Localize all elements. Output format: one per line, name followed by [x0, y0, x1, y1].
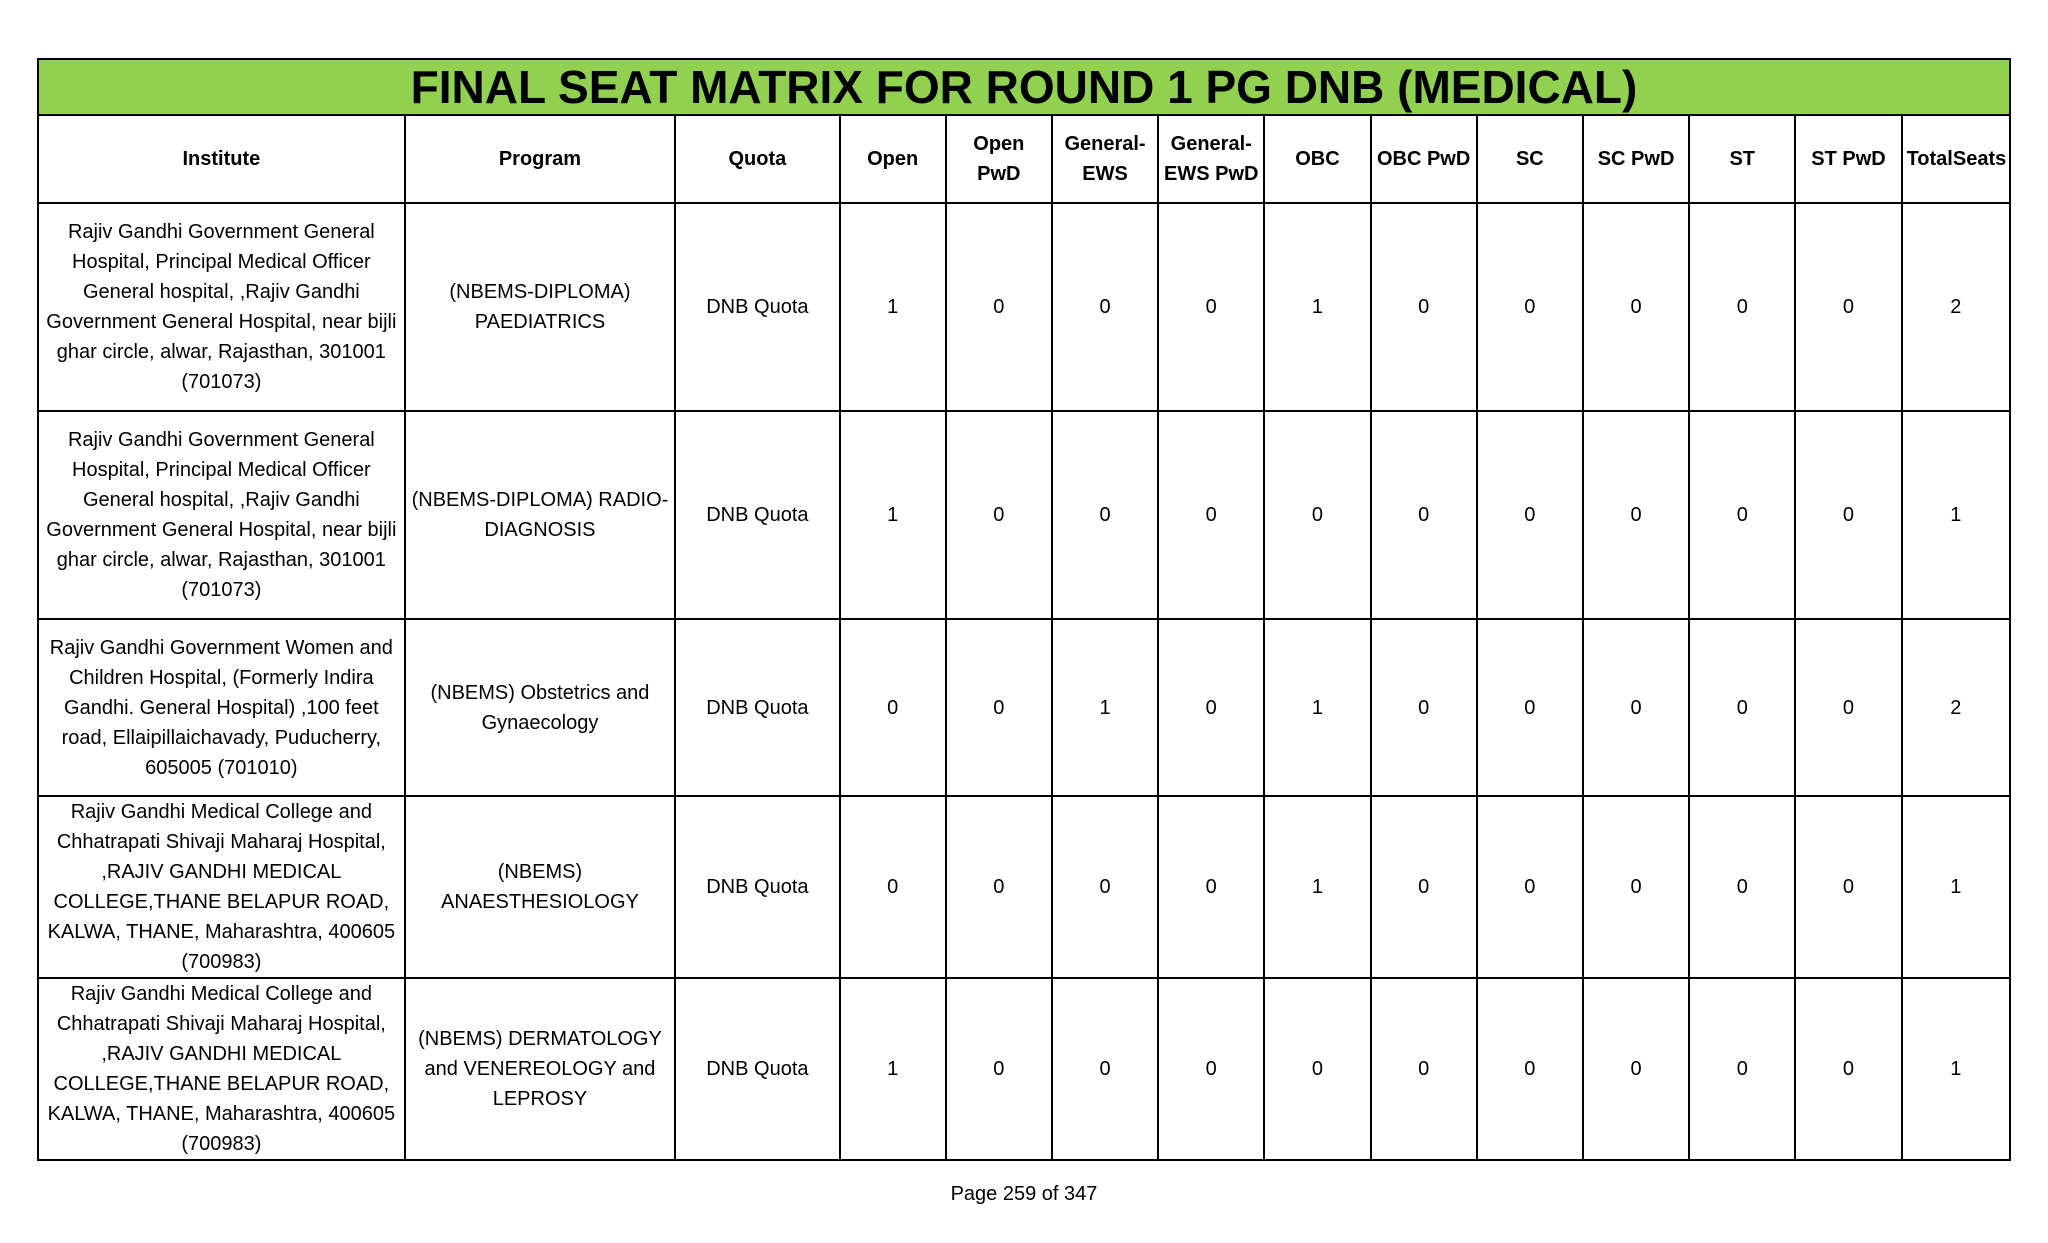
cell-quota: DNB Quota: [675, 978, 839, 1160]
cell-institute: Rajiv Gandhi Medical College and Chhatrapati Shivaji Maharaj Hospital, ,RAJIV GANDHI MEDICAL COLLEGE,THANE BELAPUR ROAD, KALWA, THANE, Maharashtra, 400605 (700983): [38, 978, 405, 1160]
cell-st: 0: [1689, 411, 1795, 619]
cell-total-seats: 2: [1902, 619, 2010, 796]
column-header-sc-pwd: SC PwD: [1583, 115, 1689, 203]
cell-general-ews-pwd: 0: [1158, 796, 1264, 978]
cell-open-pwd: 0: [946, 619, 1052, 796]
column-header-quota: Quota: [675, 115, 839, 203]
cell-open-pwd: 0: [946, 796, 1052, 978]
cell-sc: 0: [1477, 203, 1583, 411]
cell-institute: Rajiv Gandhi Government Women and Children Hospital, (Formerly Indira Gandhi. General Hospital) ,100 feet road, Ellaipillaichavady, Puducherry, 605005 (701010): [38, 619, 405, 796]
cell-program: (NBEMS-DIPLOMA) PAEDIATRICS: [405, 203, 676, 411]
cell-st-pwd: 0: [1795, 796, 1901, 978]
cell-obc: 0: [1264, 978, 1370, 1160]
cell-sc-pwd: 0: [1583, 978, 1689, 1160]
cell-obc: 1: [1264, 203, 1370, 411]
column-header-program: Program: [405, 115, 676, 203]
cell-institute: Rajiv Gandhi Government General Hospital, Principal Medical Officer General hospital, ,Rajiv Gandhi Government General Hospital, near bijli ghar circle, alwar, Rajasthan, 301001 (701073): [38, 411, 405, 619]
cell-quota: DNB Quota: [675, 203, 839, 411]
cell-st: 0: [1689, 978, 1795, 1160]
cell-sc-pwd: 0: [1583, 796, 1689, 978]
cell-program: (NBEMS) Obstetrics and Gynaecology: [405, 619, 676, 796]
cell-sc: 0: [1477, 411, 1583, 619]
cell-sc: 0: [1477, 978, 1583, 1160]
cell-general-ews: 0: [1052, 411, 1158, 619]
cell-sc-pwd: 0: [1583, 619, 1689, 796]
page-title: FINAL SEAT MATRIX FOR ROUND 1 PG DNB (MEDICAL): [38, 59, 2010, 115]
column-header-st: ST: [1689, 115, 1795, 203]
cell-general-ews: 1: [1052, 619, 1158, 796]
column-header-obc: OBC: [1264, 115, 1370, 203]
column-header-institute: Institute: [38, 115, 405, 203]
cell-institute: Rajiv Gandhi Medical College and Chhatrapati Shivaji Maharaj Hospital, ,RAJIV GANDHI MEDICAL COLLEGE,THANE BELAPUR ROAD, KALWA, THANE, Maharashtra, 400605 (700983): [38, 796, 405, 978]
cell-quota: DNB Quota: [675, 619, 839, 796]
cell-st-pwd: 0: [1795, 978, 1901, 1160]
column-header-general-ews: General-EWS: [1052, 115, 1158, 203]
cell-general-ews-pwd: 0: [1158, 619, 1264, 796]
cell-general-ews-pwd: 0: [1158, 411, 1264, 619]
seat-matrix-table: [37, 58, 2011, 1161]
cell-general-ews: 0: [1052, 978, 1158, 1160]
header-row: [38, 115, 2010, 203]
cell-general-ews-pwd: 0: [1158, 203, 1264, 411]
cell-sc: 0: [1477, 619, 1583, 796]
cell-obc: 0: [1264, 411, 1370, 619]
cell-open: 1: [840, 978, 946, 1160]
table-row: [38, 619, 2010, 796]
table-row: [38, 978, 2010, 1160]
cell-general-ews: 0: [1052, 796, 1158, 978]
cell-total-seats: 2: [1902, 203, 2010, 411]
cell-obc-pwd: 0: [1371, 203, 1477, 411]
cell-general-ews-pwd: 0: [1158, 978, 1264, 1160]
cell-quota: DNB Quota: [675, 796, 839, 978]
cell-institute: Rajiv Gandhi Government General Hospital, Principal Medical Officer General hospital, ,Rajiv Gandhi Government General Hospital, near bijli ghar circle, alwar, Rajasthan, 301001 (701073): [38, 203, 405, 411]
cell-open: 0: [840, 796, 946, 978]
cell-open: 0: [840, 619, 946, 796]
cell-general-ews: 0: [1052, 203, 1158, 411]
cell-total-seats: 1: [1902, 411, 2010, 619]
cell-st: 0: [1689, 796, 1795, 978]
cell-program: (NBEMS) ANAESTHESIOLOGY: [405, 796, 676, 978]
cell-total-seats: 1: [1902, 978, 2010, 1160]
table-row: [38, 411, 2010, 619]
cell-st: 0: [1689, 619, 1795, 796]
cell-open-pwd: 0: [946, 203, 1052, 411]
cell-obc-pwd: 0: [1371, 411, 1477, 619]
cell-st: 0: [1689, 203, 1795, 411]
column-header-sc: SC: [1477, 115, 1583, 203]
cell-open-pwd: 0: [946, 978, 1052, 1160]
cell-st-pwd: 0: [1795, 411, 1901, 619]
cell-open-pwd: 0: [946, 411, 1052, 619]
table-row: [38, 796, 2010, 978]
page-number: Page 259 of 347: [950, 1183, 1098, 1205]
cell-program: (NBEMS-DIPLOMA) RADIO-DIAGNOSIS: [405, 411, 676, 619]
column-header-general-ews-pwd: General-EWS PwD: [1158, 115, 1264, 203]
column-header-open: Open: [840, 115, 946, 203]
cell-total-seats: 1: [1902, 796, 2010, 978]
column-header-total-seats: TotalSeats: [1902, 115, 2010, 203]
cell-obc-pwd: 0: [1371, 978, 1477, 1160]
column-header-open-pwd: Open PwD: [946, 115, 1052, 203]
cell-st-pwd: 0: [1795, 619, 1901, 796]
cell-obc: 1: [1264, 619, 1370, 796]
cell-sc-pwd: 0: [1583, 203, 1689, 411]
cell-obc-pwd: 0: [1371, 619, 1477, 796]
cell-quota: DNB Quota: [675, 411, 839, 619]
cell-obc-pwd: 0: [1371, 796, 1477, 978]
column-header-st-pwd: ST PwD: [1795, 115, 1901, 203]
cell-open: 1: [840, 411, 946, 619]
cell-st-pwd: 0: [1795, 203, 1901, 411]
cell-open: 1: [840, 203, 946, 411]
cell-obc: 1: [1264, 796, 1370, 978]
cell-sc: 0: [1477, 796, 1583, 978]
column-header-obc-pwd: OBC PwD: [1371, 115, 1477, 203]
cell-program: (NBEMS) DERMATOLOGY and VENEREOLOGY and LEPROSY: [405, 978, 676, 1160]
cell-sc-pwd: 0: [1583, 411, 1689, 619]
table-row: [38, 203, 2010, 411]
seat-matrix-sheet: [37, 58, 2011, 1161]
